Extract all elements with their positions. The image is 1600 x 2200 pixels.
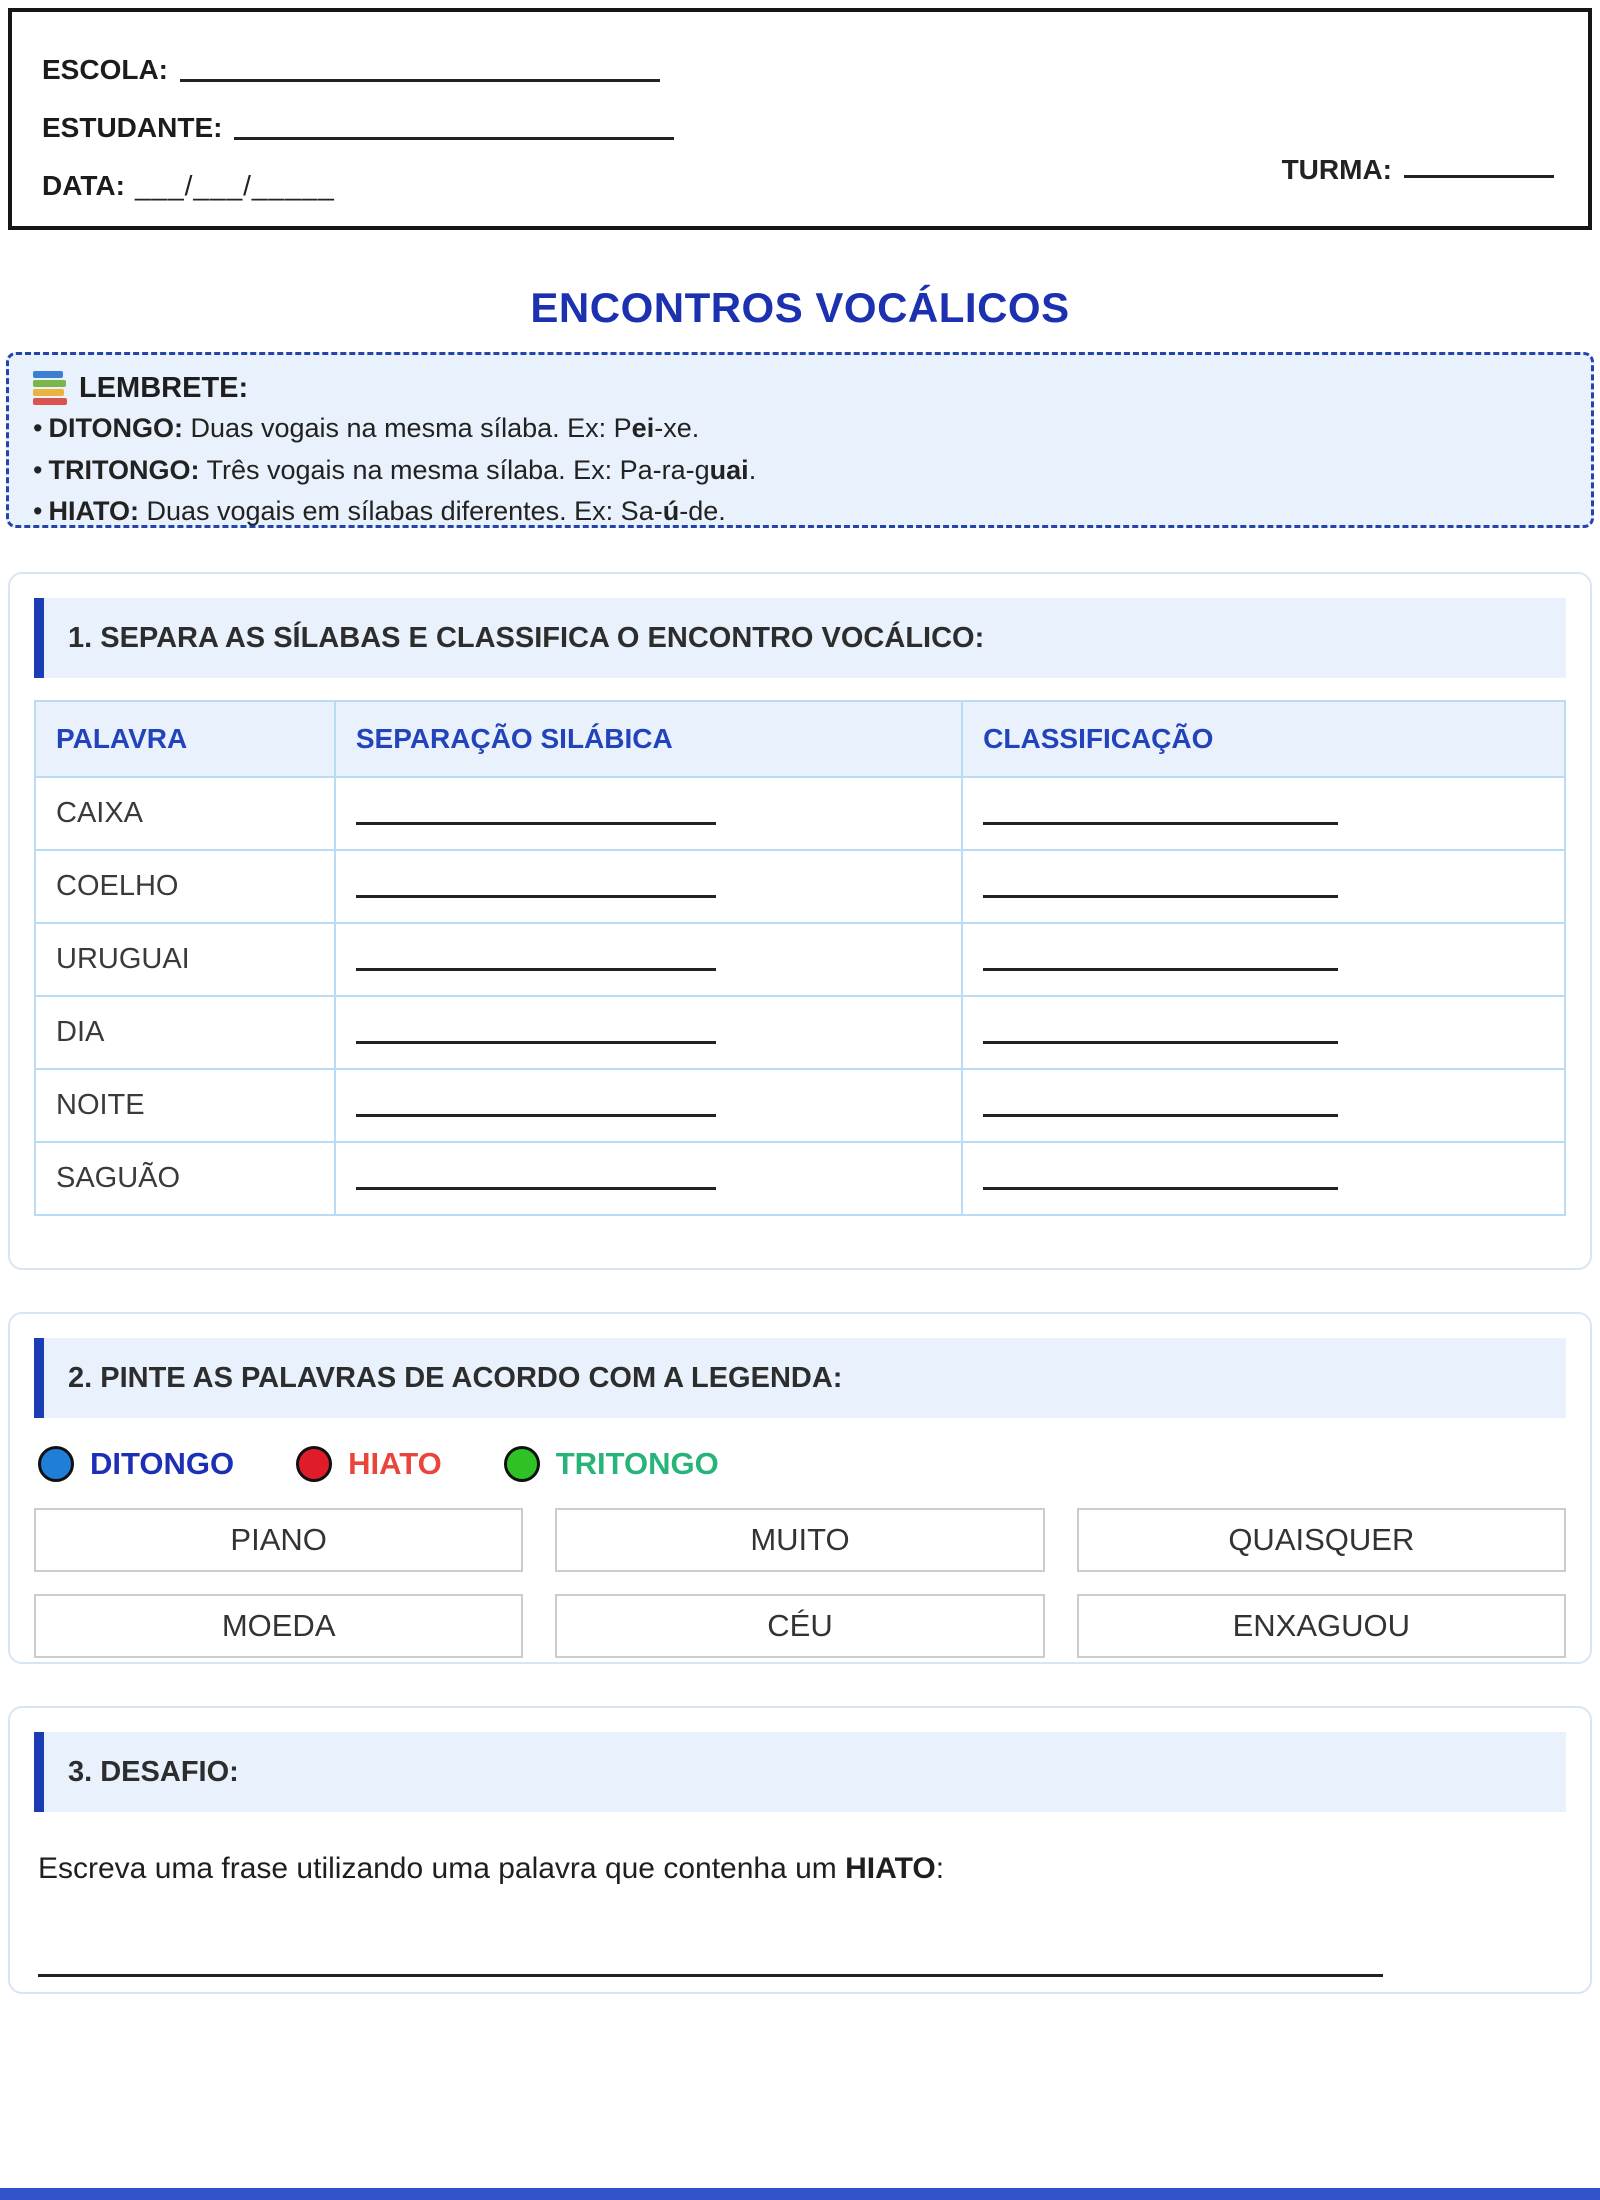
reminder-item-tritongo: [33, 453, 1567, 489]
word-grid: [34, 1508, 1566, 1658]
separation-cell: [335, 777, 962, 850]
bullet: •: [33, 413, 43, 443]
separation-cell: [335, 996, 962, 1069]
word-box-enxaguou: ENXAGUOU: [1077, 1594, 1566, 1658]
bullet: •: [33, 496, 43, 527]
separation-cell: [335, 1069, 962, 1142]
table-row: [35, 996, 1565, 1069]
separation-cell: [335, 850, 962, 923]
reminder-item-ditongo: [33, 411, 1567, 447]
section-3-card: [8, 1706, 1592, 1994]
word-cell: NOITE: [35, 1069, 335, 1142]
school-row: [42, 32, 1558, 90]
class-row: [1282, 154, 1554, 186]
column-header-classificacao: CLASSIFICAÇÃO: [962, 701, 1565, 777]
word-cell: SAGUÃO: [35, 1142, 335, 1215]
table-header-row: [35, 701, 1565, 777]
blank-line: [356, 895, 716, 898]
classification-cell: [962, 777, 1565, 850]
word-cell: COELHO: [35, 850, 335, 923]
word-box-piano: PIANO: [34, 1508, 523, 1572]
challenge-prompt-text: Escreva uma frase utilizando uma palavra que contenha um: [38, 1852, 846, 1885]
date-blank: ___/___/_____: [134, 170, 335, 201]
table-row: [35, 850, 1565, 923]
blank-line: [356, 968, 716, 971]
page-title: ENCONTROS VOCÁLICOS: [530, 284, 1070, 331]
legend-item-tritongo: [504, 1446, 719, 1482]
table-row: [35, 777, 1565, 850]
footer-bar: [0, 2188, 1600, 2200]
separation-cell: [335, 923, 962, 996]
blank-line: [983, 822, 1338, 825]
class-label: TURMA:: [1281, 154, 1392, 185]
section-2-heading: 2. PINTE AS PALAVRAS DE ACORDO COM A LEGENDA:: [34, 1338, 1566, 1418]
bullet: •: [33, 454, 43, 485]
word-cell: CAIXA: [35, 777, 335, 850]
blank-line: [983, 968, 1338, 971]
reminder-item-hiato: [33, 494, 1567, 530]
word-box-moeda: MOEDA: [34, 1594, 523, 1658]
legend-item-hiato: [296, 1446, 442, 1482]
legend-label-tritongo: TRITONGO: [555, 1446, 719, 1481]
reminder-text: Duas vogais em sílabas diferentes. Ex: Sa-: [138, 496, 663, 527]
section-3-heading: 3. DESAFIO:: [34, 1732, 1566, 1812]
table-row: [35, 1142, 1565, 1215]
reminder-text: -de.: [679, 496, 726, 527]
syllable-table: [34, 700, 1566, 1216]
section-1-heading: 1. SEPARA AS SÍLABAS E CLASSIFICA O ENCONTRO VOCÁLICO:: [34, 598, 1566, 678]
separation-cell: [335, 1142, 962, 1215]
blank-line: [356, 1041, 716, 1044]
reminder-text: -xe.: [654, 413, 700, 443]
term-tritongo: TRITONGO:: [48, 454, 200, 485]
red-circle-icon: [296, 1446, 332, 1482]
student-info-box: [8, 8, 1592, 230]
word-box-quaisquer: QUAISQUER: [1077, 1508, 1566, 1572]
student-row: [42, 90, 1558, 148]
blank-line: [983, 1187, 1338, 1190]
classification-cell: [962, 996, 1565, 1069]
legend: [38, 1446, 1562, 1482]
section-1-card: [8, 572, 1592, 1270]
classification-cell: [962, 923, 1565, 996]
word-cell: URUGUAI: [35, 923, 335, 996]
term-hiato: HIATO:: [48, 496, 139, 527]
blank-line: [983, 1114, 1338, 1117]
classification-cell: [962, 1069, 1565, 1142]
green-circle-icon: [504, 1446, 540, 1482]
reminder-box: [6, 352, 1594, 528]
school-label: ESCOLA:: [42, 54, 168, 85]
section-2-card: [8, 1312, 1592, 1664]
blank-line: [356, 1187, 716, 1190]
blank-line: [356, 1114, 716, 1117]
blank-line: [983, 1041, 1338, 1044]
legend-label-hiato: HIATO: [348, 1446, 442, 1481]
legend-item-ditongo: [38, 1446, 234, 1482]
date-label: DATA:: [42, 170, 125, 201]
challenge-prompt-colon: :: [935, 1852, 945, 1885]
table-row: [35, 923, 1565, 996]
classification-cell: [962, 850, 1565, 923]
blank-line: [983, 895, 1338, 898]
reminder-heading: [33, 371, 1567, 405]
word-box-muito: MUITO: [555, 1508, 1044, 1572]
school-blank-line: [180, 79, 660, 82]
legend-label-ditongo: DITONGO: [90, 1446, 235, 1481]
blue-circle-icon: [38, 1446, 74, 1482]
challenge-prompt: [38, 1852, 1562, 1886]
blank-line: [356, 822, 716, 825]
word-cell: DIA: [35, 996, 335, 1069]
reminder-bold: uai: [709, 454, 749, 485]
reminder-text: Duas vogais na mesma sílaba. Ex: P: [182, 413, 632, 443]
reminder-heading-label: LEMBRETE:: [79, 371, 249, 404]
student-blank-line: [234, 137, 674, 140]
column-header-separacao: SEPARAÇÃO SILÁBICA: [335, 701, 962, 777]
student-label: ESTUDANTE:: [42, 112, 223, 143]
answer-blank-line: [38, 1974, 1383, 1977]
challenge-prompt-keyword: HIATO: [845, 1852, 936, 1885]
column-header-palavra: PALAVRA: [35, 701, 335, 777]
word-box-ceu: CÉU: [555, 1594, 1044, 1658]
reminder-text: Três vogais na mesma sílaba. Ex: Pa-ra-g: [199, 454, 710, 485]
books-icon: [33, 371, 67, 405]
table-row: [35, 1069, 1565, 1142]
reminder-bold: ú: [662, 496, 680, 527]
class-blank-line: [1404, 175, 1554, 178]
term-ditongo: DITONGO:: [48, 413, 183, 443]
reminder-text: .: [748, 454, 757, 485]
reminder-bold: ei: [631, 413, 655, 443]
classification-cell: [962, 1142, 1565, 1215]
